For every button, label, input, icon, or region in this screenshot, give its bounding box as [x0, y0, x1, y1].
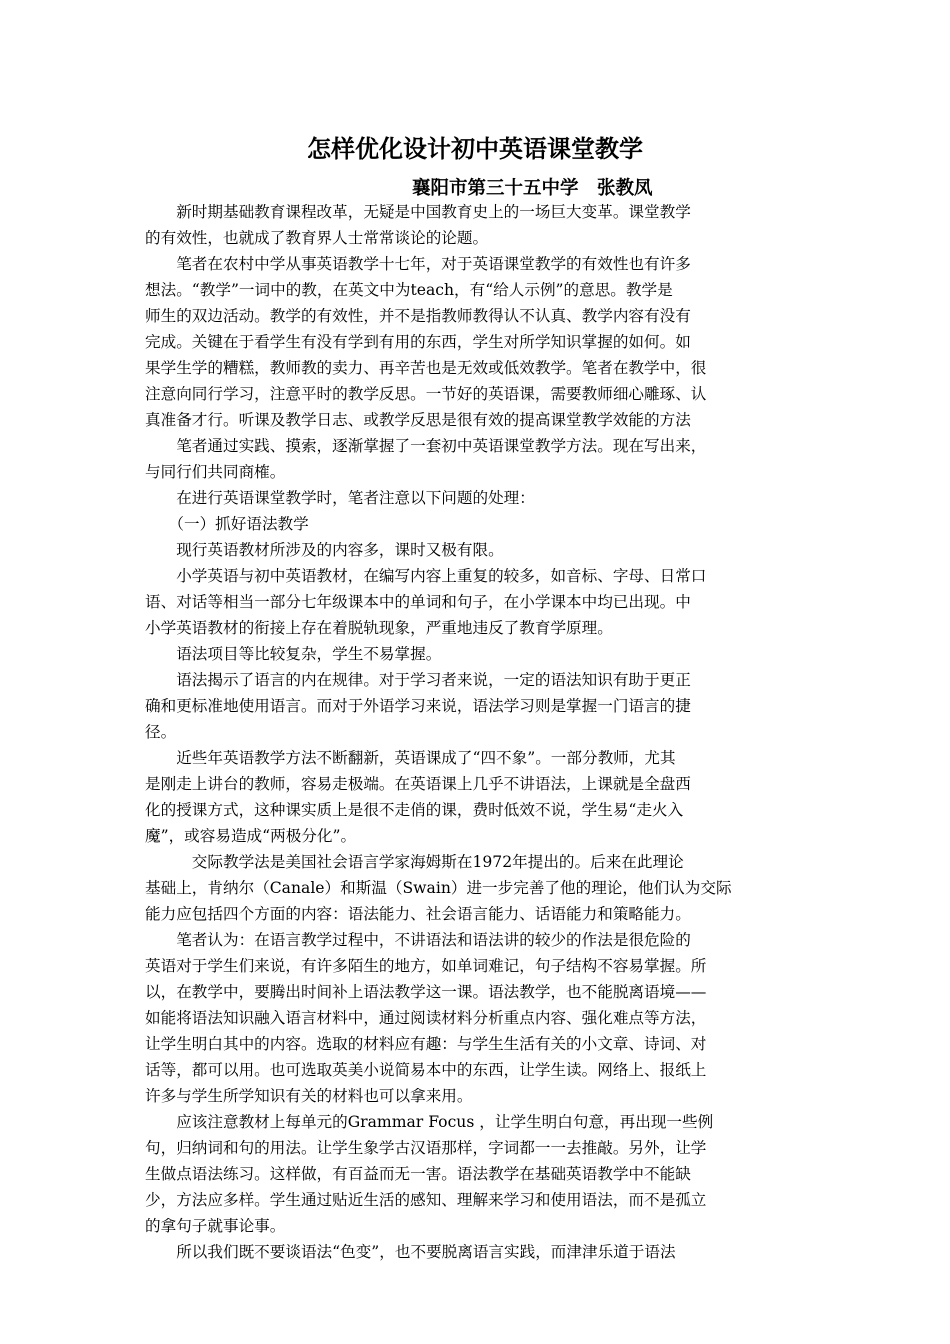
- document-body: [145, 199, 810, 1265]
- body-text-line: 径。: [145, 723, 177, 741]
- body-text-line: 想法。“教学”一词中的教，在英文中为teach，有“给人示例”的意思。教学是: [145, 281, 673, 299]
- body-text-line: 小学英语与初中英语教材，在编写内容上重复的较多，如音标、字母、日常口: [145, 567, 707, 585]
- body-text-line: 小学英语教材的衔接上存在着脱轨现象，严重地违反了教育学原理。: [145, 619, 613, 637]
- body-text-line: 现行英语教材所涉及的内容多，课时又极有限。: [145, 541, 504, 559]
- body-text-line: 话等，都可以用。也可选取英美小说简易本中的东西，让学生读。网络上、报纸上: [145, 1061, 707, 1079]
- body-text-line: （一）抓好语法教学: [145, 515, 309, 533]
- body-text-line: 果学生学的糟糕，教师教的卖力、再辛苦也是无效或低效教学。笔者在教学中，很: [145, 359, 707, 377]
- body-text-line: 确和更标准地使用语言。而对于外语学习来说，语法学习则是掌握一门语言的捷: [145, 697, 691, 715]
- body-text-line: 语、对话等相当一部分七年级课本中的单词和句子，在小学课本中均已出现。中: [145, 593, 691, 611]
- body-text-line: 所以我们既不要谈语法“色变”，也不要脱离语言实践，而津津乐道于语法: [145, 1243, 676, 1261]
- body-text-line: 与同行们共同商榷。: [145, 463, 286, 481]
- body-text-line: 注意向同行学习，注意平时的教学反思。一节好的英语课，需要教师细心雕琢、认: [145, 385, 707, 403]
- body-text-line: 笔者通过实践、摸索，逐渐掌握了一套初中英语课堂教学方法。现在写出来，: [145, 437, 707, 455]
- document-title: 怎样优化设计初中英语课堂教学: [307, 135, 643, 163]
- body-text-line: 生做点语法练习。这样做，有百益而无一害。语法教学在基础英语教学中不能缺: [145, 1165, 691, 1183]
- body-text-line: 应该注意教材上每单元的Grammar Focus ，让学生明白句意，再出现一些例: [145, 1113, 714, 1131]
- body-text-line: 在进行英语课堂教学时，笔者注意以下问题的处理：: [145, 489, 535, 507]
- body-text-line: 魔”，或容易造成“两极分化”。: [145, 827, 357, 845]
- body-text-line: 真准备才行。听课及教学日志、或教学反思是很有效的提高课堂教学效能的方法: [145, 411, 691, 429]
- body-text-line: 许多与学生所学知识有关的材料也可以拿来用。: [145, 1087, 473, 1105]
- body-text-line: 如能将语法知识融入语言材料中，通过阅读材料分析重点内容、强化难点等方法，: [145, 1009, 707, 1027]
- body-text-line: 英语对于学生们来说，有许多陌生的地方，如单词难记，句子结构不容易掌握。所: [145, 957, 707, 975]
- body-text-line: 基础上，肯纳尔（Canale）和斯温（Swain）进一步完善了他的理论，他们认为交际: [145, 879, 732, 897]
- body-text-line: 语法项目等比较复杂，学生不易掌握。: [145, 645, 442, 663]
- body-text-line: 是刚走上讲台的教师，容易走极端。在英语课上几乎不讲语法，上课就是全盘西: [145, 775, 691, 793]
- body-text-line: 近些年英语教学方法不断翻新，英语课成了“四不象”。一部分教师，尤其: [145, 749, 676, 767]
- body-text-line: 师生的双边活动。教学的有效性，并不是指教师教得认不认真、教学内容有没有: [145, 307, 691, 325]
- body-text-line: 句，归纳词和句的用法。让学生象学古汉语那样，字词都一一去推敲。另外，让学: [145, 1139, 707, 1157]
- body-text-line: 以，在教学中，要腾出时间补上语法教学这一课。语法教学，也不能脱离语境——: [145, 983, 707, 1001]
- body-text-line: 的有效性，也就成了教育界人士常常谈论的论题。: [145, 229, 489, 247]
- author-line: 襄阳市第三十五中学 张教凤: [412, 178, 653, 199]
- body-text-line: 让学生明白其中的内容。选取的材料应有趣：与学生生活有关的小文章、诗词、对: [145, 1035, 707, 1053]
- body-text-line: 笔者认为：在语言教学过程中，不讲语法和语法讲的较少的作法是很危险的: [145, 931, 691, 949]
- body-text-line: 化的授课方式，这种课实质上是很不走俏的课，费时低效不说，学生易“走火入: [145, 801, 684, 819]
- body-text-line: 语法揭示了语言的内在规律。对于学习者来说，一定的语法知识有助于更正: [145, 671, 691, 689]
- body-text-line: 能力应包括四个方面的内容：语法能力、社会语言能力、话语能力和策略能力。: [145, 905, 691, 923]
- body-text-line: 新时期基础教育课程改革，无疑是中国教育史上的一场巨大变革。课堂教学: [145, 203, 691, 221]
- body-text-line: 笔者在农村中学从事英语教学十七年，对于英语课堂教学的有效性也有许多: [145, 255, 691, 273]
- body-text-line: 少，方法应多样。学生通过贴近生活的感知、理解来学习和使用语法，而不是孤立: [145, 1191, 707, 1209]
- body-text-line: 的拿句子就事论事。: [145, 1217, 286, 1235]
- body-text-line: 完成。关键在于看学生有没有学到有用的东西，学生对所学知识掌握的如何。如: [145, 333, 691, 351]
- body-text-line: 交际教学法是美国社会语言学家海姆斯在1972年提出的。后来在此理论: [145, 853, 684, 871]
